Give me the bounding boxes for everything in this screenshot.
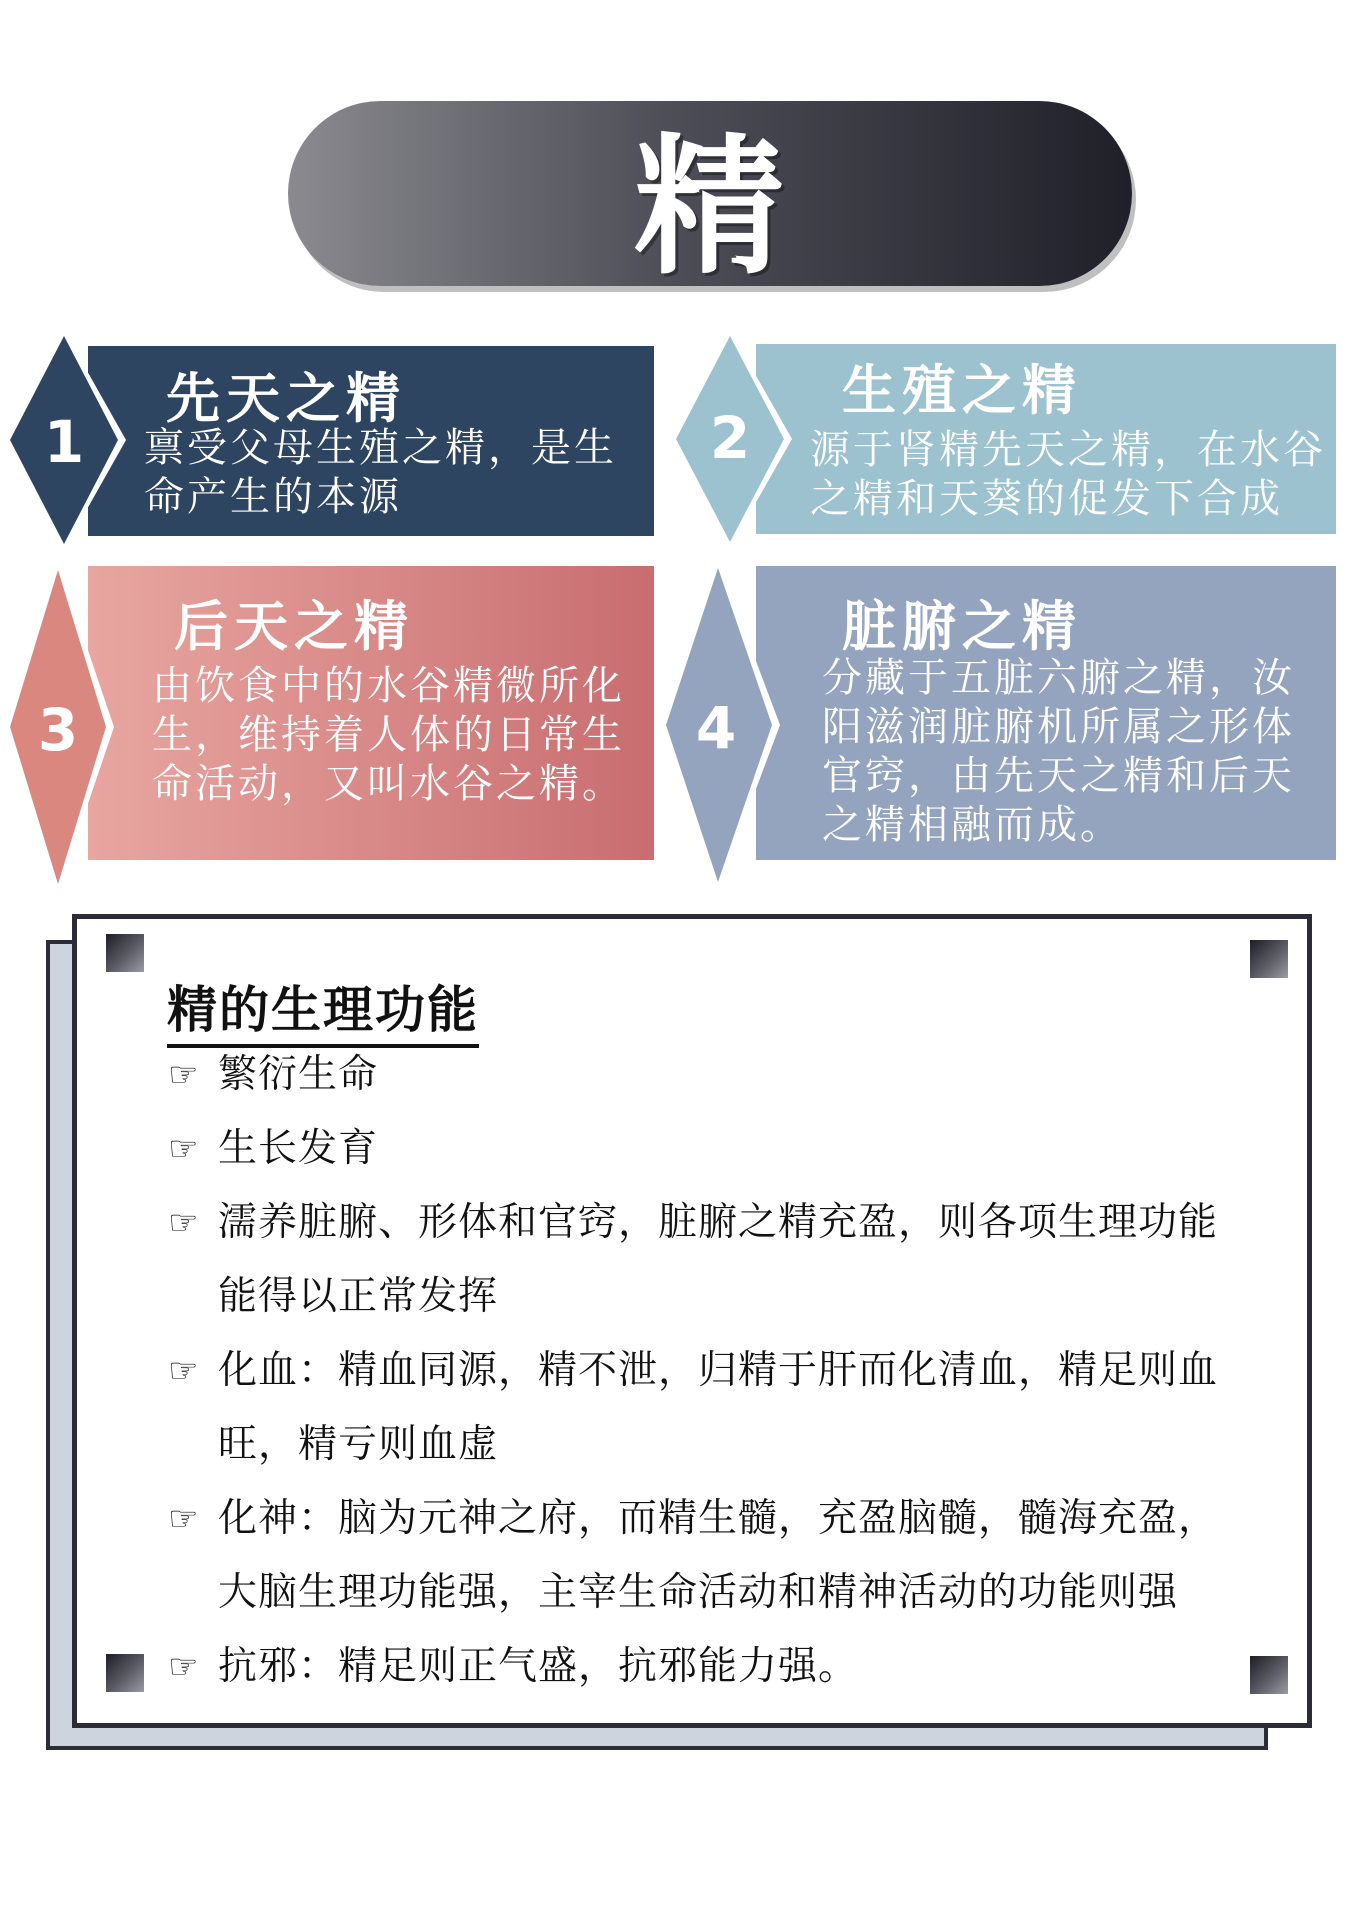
page-title: 精 — [633, 120, 786, 295]
card-3-heading: 后天之精 — [174, 595, 414, 658]
function-item — [168, 1038, 1228, 1112]
pointing-hand-icon: ☞ — [168, 1055, 199, 1095]
function-item-text: 化神：脑为元神之府，而精生髓，充盈脑髓，髓海充盈，大脑生理功能强，主宰生命活动和精神活动的功能则强 — [218, 1496, 1219, 1615]
card-1-number: 1 — [43, 408, 85, 476]
pointing-hand-icon: ☞ — [168, 1203, 199, 1243]
corner-square-bottom-left — [106, 1654, 144, 1692]
card-2-number: 2 — [709, 404, 751, 472]
function-item-text: 生长发育 — [218, 1126, 379, 1171]
corner-square-bottom-right — [1250, 1656, 1288, 1694]
function-item-text: 化血：精血同源，精不泄，归精于肝而化清血，精足则血旺，精亏则血虚 — [218, 1348, 1219, 1467]
pointing-hand-icon: ☞ — [168, 1647, 199, 1687]
function-section-title: 精的生理功能 — [167, 970, 479, 1048]
card-1-box — [88, 346, 654, 536]
card-2-box — [756, 344, 1336, 534]
card-3-box — [88, 566, 654, 860]
card-2-body: 源于肾精先天之精，在水谷之精和天葵的促发下合成 — [810, 427, 1326, 522]
function-item-text: 濡养脏腑、形体和官窍，脏腑之精充盈，则各项生理功能能得以正常发挥 — [218, 1200, 1219, 1319]
card-4-number: 4 — [695, 694, 737, 762]
function-item — [168, 1334, 1228, 1482]
pointing-hand-icon: ☞ — [168, 1129, 199, 1169]
function-item — [168, 1630, 1228, 1704]
card-4-box — [756, 566, 1336, 860]
card-3-number: 3 — [37, 696, 79, 764]
corner-square-top-right — [1250, 940, 1288, 978]
card-1-heading: 先天之精 — [166, 367, 406, 430]
pointing-hand-icon: ☞ — [168, 1351, 199, 1391]
card-1-body: 禀受父母生殖之精，是生命产生的本源 — [144, 425, 617, 520]
card-4-body: 分藏于五脏六腑之精，汝阳滋润脏腑机所属之形体官窍，由先天之精和后天之精相融而成。 — [822, 655, 1295, 848]
function-item — [168, 1112, 1228, 1186]
function-item-text: 抗邪：精足则正气盛，抗邪能力强。 — [218, 1644, 859, 1689]
card-3-body: 由饮食中的水谷精微所化生，维持着人体的日常生命活动，又叫水谷之精。 — [152, 663, 625, 807]
function-item-text: 繁衍生命 — [218, 1052, 379, 1097]
function-item — [168, 1186, 1228, 1334]
function-item — [168, 1482, 1228, 1630]
card-4-heading: 脏腑之精 — [842, 595, 1082, 658]
pointing-hand-icon: ☞ — [168, 1499, 199, 1539]
title-banner — [288, 101, 1132, 295]
card-2-heading: 生殖之精 — [842, 359, 1082, 422]
corner-square-top-left — [106, 934, 144, 972]
